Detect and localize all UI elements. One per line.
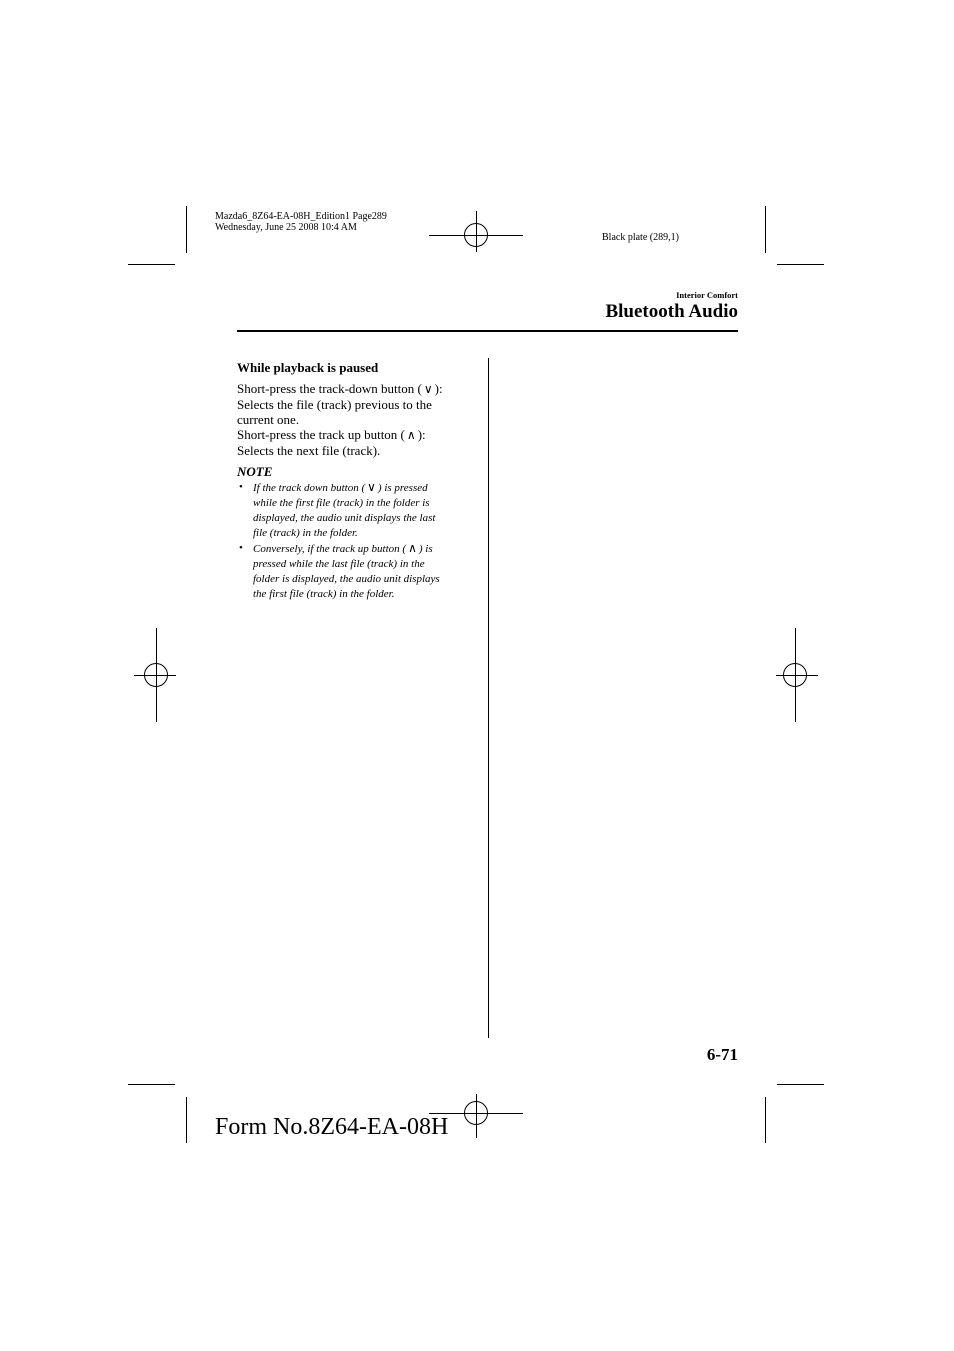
body-paragraph [237,381,477,458]
note-list [237,480,477,602]
body-line: Short-press the track up button ( ∧ ): [237,427,426,442]
bullet: • [239,542,243,554]
page-title: Bluetooth Audio [605,301,738,322]
track-down-icon: ∨ [367,480,376,494]
track-up-icon: ∧ [406,428,416,442]
bullet: • [239,481,243,493]
print-job-info [215,211,387,233]
header-rule [237,330,738,332]
body-line: current one. [237,412,300,427]
note-label: NOTE [237,464,273,479]
print-job-line2: Wednesday, June 25 2008 10:4 AM [215,222,357,233]
section-category: Interior Comfort [676,290,738,300]
content-column [237,360,477,602]
body-line: Selects the next file (track). [237,443,381,458]
body-line: Selects the file (track) previous to the [237,397,432,412]
list-item: • Conversely, if the track up button ( ∧ ) is pressed while the last file (track) in the folder is displayed, the audio unit displays the first file (track) in the folder. [239,541,440,600]
column-divider [488,358,489,1038]
list-item: • If the track down button ( ∨ ) is pressed while the first file (track) in the folder is displayed, the audio unit displays the last file (track) in the folder. [239,480,436,539]
page-number: 6-71 [706,1045,738,1064]
body-line: Short-press the track-down button ( ∨ ): [237,381,443,396]
track-down-icon: ∨ [423,382,433,396]
form-number: Form No.8Z64-EA-08H [215,1114,449,1140]
print-job-line1: Mazda6_8Z64-EA-08H_Edition1 Page289 [215,211,387,222]
track-up-icon: ∧ [408,541,417,555]
plate-label: Black plate (289,1) [602,232,679,243]
subheading: While playback is paused [237,360,379,375]
